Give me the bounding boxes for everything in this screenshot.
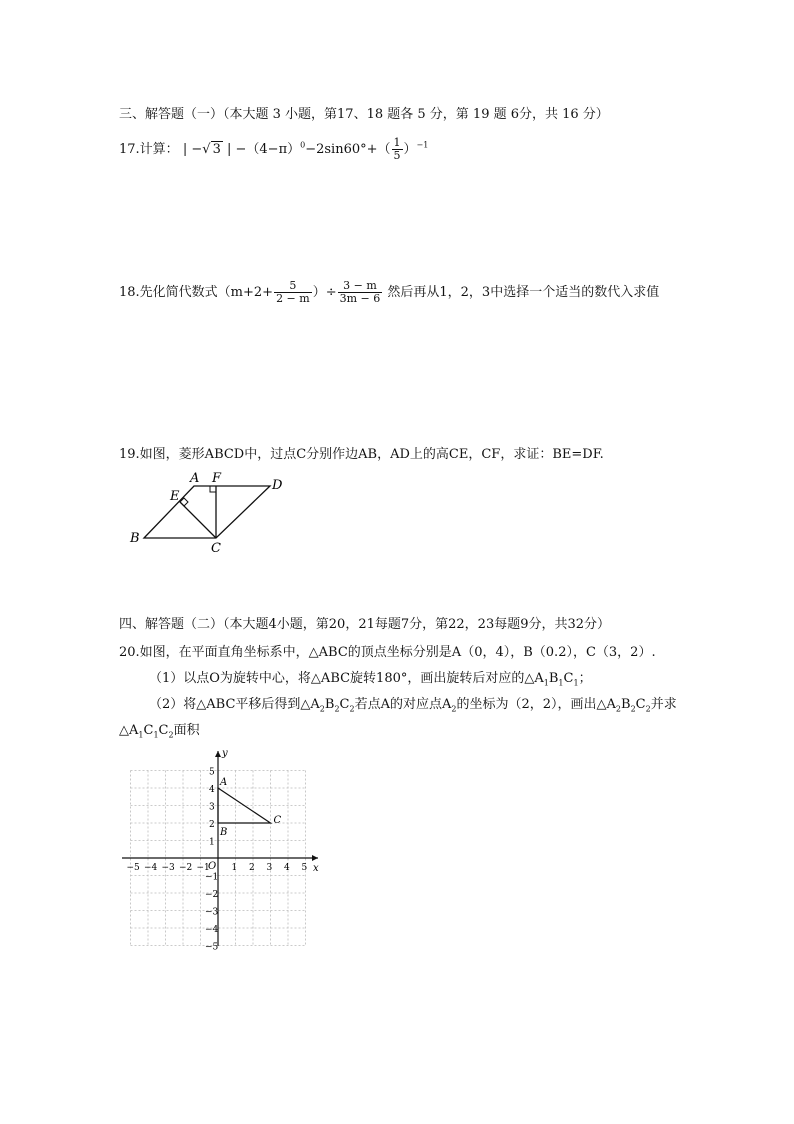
part3-sub-1: 1 [138,730,144,740]
y-axis-label: y [222,748,228,759]
q17-exp0: 0 [300,140,306,150]
part1-sub-3: 1 [573,678,579,688]
x-tick-label: 3 [266,863,273,873]
part2-sub-2: 2 [334,704,340,714]
x-tick-label: −3 [161,863,175,873]
x-tick-label: −1 [196,863,210,873]
y-axis-arrow [215,751,221,757]
part1-text: （1）以点O为旋转中心，将△ABC旋转180°，画出旋转后对应的△A [149,671,544,686]
question-20-part-3 [119,723,200,744]
part2-sub-7: 2 [645,704,651,714]
part2-mid: 若点A的对应点A [354,697,452,712]
part2-sub-1: 2 [319,704,325,714]
x-tick-label: −4 [144,863,158,873]
point-c-label: C [273,815,282,826]
q18-mid: ）÷ [312,285,337,300]
y-tick-label: 3 [209,802,215,813]
question-20-part-2 [149,697,677,718]
question-20-part-1 [149,671,592,692]
tick-labels [127,768,308,951]
rhombus-abcd [144,486,270,538]
part2-b: B [324,697,335,712]
q17-term2: −（4−π） [235,142,301,157]
x-axis-label: x [313,863,319,874]
rhombus-figure [120,470,300,560]
point-b-label: B [220,827,228,838]
q18-frac1-num: 5 [274,280,312,293]
q18-frac2-den: 3m − 6 [339,292,381,305]
y-tick-label: 2 [209,820,215,830]
q17-frac-den: 5 [393,149,401,162]
sqrt-radicand: 3 [212,142,221,157]
y-tick-label: −4 [205,925,219,935]
part2-end: 并求 [650,697,677,712]
q18-frac2-num: 3 − m [338,280,383,293]
part2-c2: C [635,697,646,712]
q17-close: ） [403,142,417,157]
right-angle-mark-f [210,486,216,492]
section-3-heading: 三、解答题（一）（本大题 3 小题，第17、18 题各 5 分，第 19 题 6分，共 16 分） [119,107,609,122]
label-d: D [272,478,283,493]
section-4-heading: 四、解答题（二）（本大题4小题，第20，21每题7分，第22，23每题9分，共32分） [119,617,611,632]
part1-sub-2: 1 [558,678,564,688]
x-tick-label: −2 [179,863,193,873]
y-tick-label: 5 [209,767,215,778]
segment-ce [180,502,216,538]
label-b: B [130,531,140,546]
label-a: A [190,471,200,486]
q18-fraction-1 [274,280,312,305]
x-tick-label: 5 [301,863,308,873]
y-tick-label: −5 [205,942,219,950]
q18-fraction-2 [338,280,383,305]
part1-b: B [548,671,559,686]
q18-suffix: 然后再从1，2，3中选择一个适当的数代入求值 [383,285,660,300]
q17-term3: −2sin60°+（ [305,142,391,157]
part2-sub-5: 2 [615,704,621,714]
part3-sub-2: 1 [153,730,159,740]
q17-prefix: 17.计算： [119,142,179,157]
question-19: 19.如图，菱形ABCD中，过点C分别作边AB，AD上的高CE，CF，求证：BE=DF. [119,447,604,462]
part2-sub-4: 2 [451,704,457,714]
y-tick-label: −3 [205,907,219,918]
q17-fraction [392,137,403,162]
q17-exp-neg1: −1 [416,140,429,150]
y-tick-label: −1 [205,872,219,883]
question-18 [119,280,659,305]
sqrt-symbol: √ [202,142,211,157]
label-c: C [211,541,221,556]
part3-end: 面积 [173,723,200,738]
q17-frac-num: 1 [393,136,401,149]
y-tick-label: 1 [209,837,215,848]
part2-sub-6: 2 [630,704,636,714]
label-f: F [212,471,222,486]
part1-end: ； [578,671,592,686]
question-17 [119,137,428,162]
label-e: E [170,489,180,504]
part3-text-a: △A [119,723,139,738]
neg-sign: − [191,142,203,157]
origin-label: O [208,861,217,872]
part1-sub-1: 1 [543,678,549,688]
q18-frac1-den: 2 − m [276,292,310,305]
abs-open: | [182,142,188,157]
part2-sub-3: 2 [349,704,355,714]
part3-c: C [143,723,154,738]
x-axis-arrow [312,855,318,861]
question-20-intro: 20.如图，在平面直角坐标系中，△ABC的顶点坐标分别是A（0，4），B（0.2），C（3，2）. [119,645,656,660]
part3-sub-3: 2 [168,730,174,740]
part2-text-a: （2）将△ABC平移后得到△A [149,697,320,712]
abs-close: | [226,142,232,157]
x-tick-label: −5 [126,863,140,873]
part2-c: C [339,697,350,712]
y-tick-label: −2 [205,890,219,900]
part2-b2: B [621,697,631,712]
q18-prefix: 18.先化简代数式（m+2+ [119,285,274,300]
part1-c: C [563,671,574,686]
x-tick-label: 1 [231,863,238,873]
x-tick-label: 2 [249,863,255,873]
x-tick-label: 4 [284,863,290,873]
coordinate-graph [118,745,328,950]
triangle-abc [218,777,282,838]
point-a-label: A [220,777,228,788]
part2-mid2: 的坐标为（2，2），画出△A [456,697,616,712]
y-tick-label: 4 [209,785,215,795]
part3-c2: C [158,723,169,738]
